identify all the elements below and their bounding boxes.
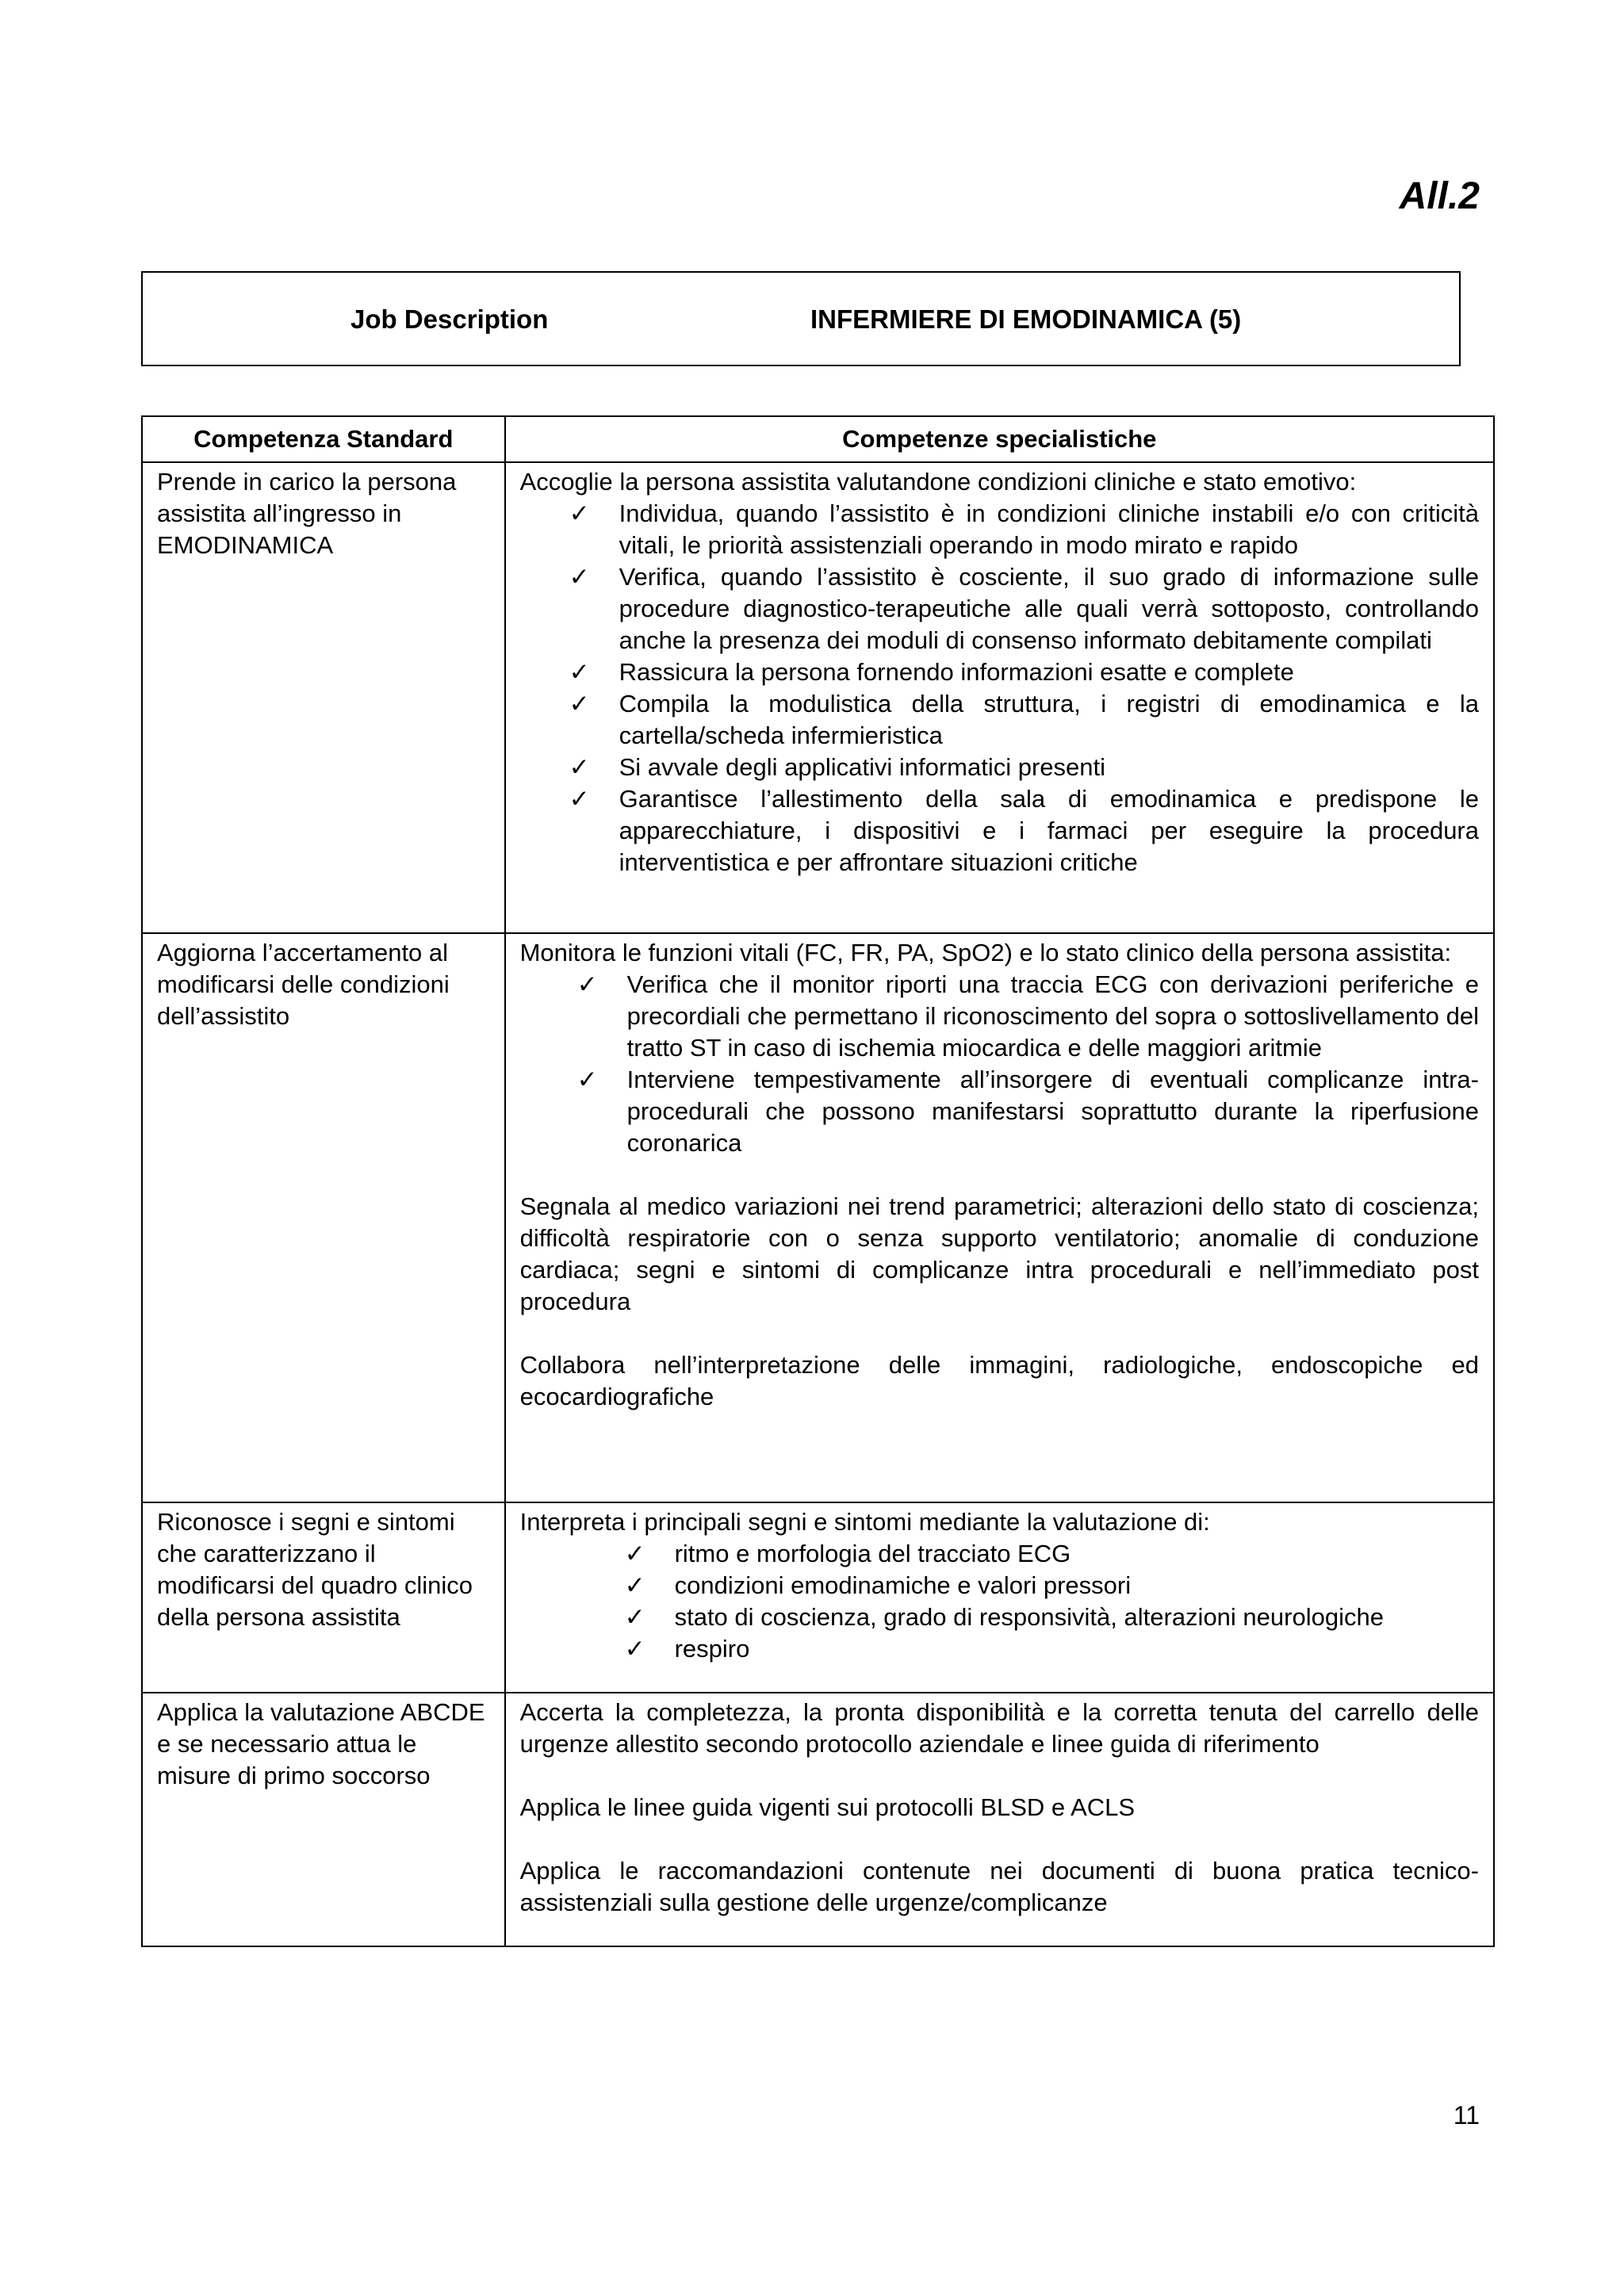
list-item-text: Verifica, quando l’assistito è cosciente, il suo grado di informazione sulle procedure diagnostico-terapeutiche alle quali verrà sottoposto, controllando anche la presenza dei moduli di consenso informato debitamente compilati xyxy=(619,563,1479,654)
table-row xyxy=(142,1693,1494,1946)
list-item xyxy=(520,561,1479,656)
column-header-standard: Competenza Standard xyxy=(142,416,505,462)
specialist-competence-cell xyxy=(505,462,1494,933)
competence-paragraph: Accerta la completezza, la pronta disponibilità e la corretta tenuta del carrello delle urgenze allestito secondo protocollo aziendale e linee guida di riferimento xyxy=(519,1698,1479,1758)
table-row xyxy=(142,462,1494,933)
checkmark-icon: ✓ xyxy=(624,1540,645,1567)
competence-intro: Accoglie la persona assistita valutandone condizioni cliniche e stato emotivo: xyxy=(519,468,1357,496)
checkmark-icon: ✓ xyxy=(624,1635,645,1663)
list-item xyxy=(520,1601,1479,1633)
checkmark-icon: ✓ xyxy=(569,690,590,718)
specialist-competence-cell xyxy=(505,933,1494,1502)
table-row xyxy=(142,933,1494,1502)
attachment-label: All.2 xyxy=(1399,175,1480,217)
list-item-text: respiro xyxy=(674,1635,750,1663)
job-description-label: Job Description xyxy=(350,304,549,334)
list-item-text: stato di coscienza, grado di responsività, alterazioni neurologiche xyxy=(674,1603,1384,1631)
checkmark-icon: ✓ xyxy=(569,658,590,686)
list-item-text: Compila la modulistica della struttura, i registri di emodinamica e la cartella/scheda infermieristica xyxy=(619,690,1479,749)
competence-paragraph: Collabora nell’interpretazione delle immagini, radiologiche, endoscopiche ed ecocardiografiche xyxy=(519,1351,1479,1410)
competence-paragraph: Applica le linee guida vigenti sui protocolli BLSD e ACLS xyxy=(519,1793,1136,1821)
list-item xyxy=(520,1064,1479,1159)
list-item xyxy=(520,783,1479,878)
checkmark-icon: ✓ xyxy=(576,1066,598,1093)
job-description-header xyxy=(141,271,1461,366)
specialist-competence-cell xyxy=(505,1502,1494,1693)
competence-paragraph: Segnala al medico variazioni nei trend parametrici; alterazioni dello stato di coscienza; difficoltà respiratorie con o senza supporto ventilatorio; anomalie di conduzione cardiaca; segni e sintomi di complicanze intra procedurali e nell’immediato post procedura xyxy=(519,1192,1479,1315)
checklist xyxy=(520,1538,1479,1665)
standard-competence-text: Riconosce i segni e sintomi che caratterizzano il modificarsi del quadro clinico della persona assistita xyxy=(157,1508,473,1631)
standard-competence-cell xyxy=(142,462,505,933)
checkmark-icon: ✓ xyxy=(624,1571,645,1599)
standard-competence-cell xyxy=(142,933,505,1502)
list-item-text: Rassicura la persona fornendo informazioni esatte e complete xyxy=(619,658,1294,686)
table-header-row xyxy=(142,416,1494,462)
list-item-text: condizioni emodinamiche e valori pressori xyxy=(674,1571,1132,1599)
checkmark-icon: ✓ xyxy=(569,753,590,781)
checklist xyxy=(520,969,1479,1159)
standard-competence-text: Prende in carico la persona assistita all’ingresso in EMODINAMICA xyxy=(157,468,457,559)
standard-competence-text: Applica la valutazione ABCDE e se necessario attua le misure di primo soccorso xyxy=(157,1698,485,1789)
list-item-text: Verifica che il monitor riporti una traccia ECG con derivazioni periferiche e precordiali che permettano il riconoscimento del sopra o sottoslivellamento del tratto ST in caso di ischemia miocardica e delle maggiori aritmie xyxy=(626,970,1479,1062)
standard-competence-cell xyxy=(142,1502,505,1693)
list-item xyxy=(520,1633,1479,1665)
list-item xyxy=(520,1570,1479,1601)
list-item-text: ritmo e morfologia del tracciato ECG xyxy=(674,1540,1071,1567)
list-item-text: Individua, quando l’assistito è in condizioni cliniche instabili e/o con criticità vitali, le priorità assistenziali operando in modo mirato e rapido xyxy=(619,499,1479,559)
standard-competence-text: Aggiorna l’accertamento al modificarsi delle condizioni dell’assistito xyxy=(157,939,450,1030)
checkmark-icon: ✓ xyxy=(576,970,598,998)
competence-paragraph: Applica le raccomandazioni contenute nei documenti di buona pratica tecnico-assistenziali sulla gestione delle urgenze/complicanze xyxy=(519,1857,1479,1916)
competence-intro: Monitora le funzioni vitali (FC, FR, PA, SpO2) e lo stato clinico della persona assistita: xyxy=(519,939,1452,966)
checkmark-icon: ✓ xyxy=(569,499,590,527)
list-item xyxy=(520,1538,1479,1570)
checkmark-icon: ✓ xyxy=(569,785,590,813)
column-header-specialist: Competenze specialistiche xyxy=(505,416,1494,462)
list-item xyxy=(520,969,1479,1064)
table-row xyxy=(142,1502,1494,1693)
list-item xyxy=(520,656,1479,688)
checklist xyxy=(520,498,1479,878)
competence-intro: Interpreta i principali segni e sintomi mediante la valutazione di: xyxy=(519,1508,1210,1536)
checkmark-icon: ✓ xyxy=(624,1603,645,1631)
page-number: 11 xyxy=(1453,2101,1480,2130)
list-item xyxy=(520,688,1479,752)
standard-competence-cell xyxy=(142,1693,505,1946)
competence-table xyxy=(141,415,1495,1947)
job-role-title: INFERMIERE DI EMODINAMICA (5) xyxy=(810,304,1242,334)
list-item xyxy=(520,752,1479,783)
list-item-text: Garantisce l’allestimento della sala di emodinamica e predispone le apparecchiature, i dispositivi e i farmaci per eseguire la procedura interventistica e per affrontare situazioni critiche xyxy=(619,785,1479,876)
list-item-text: Si avvale degli applicativi informatici presenti xyxy=(619,753,1105,781)
list-item-text: Interviene tempestivamente all’insorgere di eventuali complicanze intra-procedurali che possono manifestarsi soprattutto durante la riperfusione coronarica xyxy=(626,1066,1479,1157)
checkmark-icon: ✓ xyxy=(569,563,590,591)
list-item xyxy=(520,498,1479,561)
specialist-competence-cell xyxy=(505,1693,1494,1946)
